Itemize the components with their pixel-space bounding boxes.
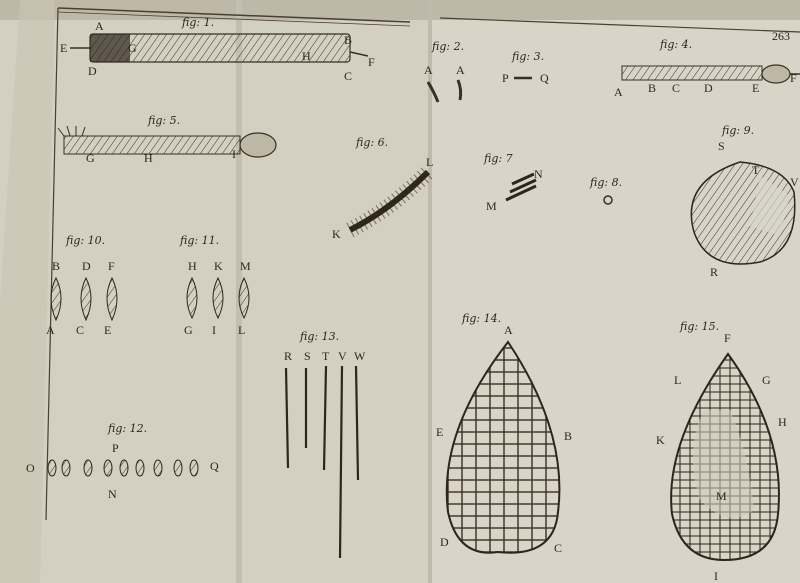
label-F: F: [108, 259, 115, 273]
label-N: N: [534, 167, 543, 181]
label-A: A: [95, 19, 104, 33]
label-Q: Q: [210, 459, 219, 473]
label-H: H: [144, 151, 153, 165]
label-F: F: [724, 331, 731, 345]
label-H: H: [302, 49, 311, 63]
label-M: M: [486, 199, 497, 213]
label-P: P: [112, 441, 119, 455]
figure-caption: fig: 6.: [356, 136, 389, 149]
figure-caption: fig: 15.: [680, 320, 720, 333]
label-D: D: [82, 259, 91, 273]
label-M: M: [716, 489, 727, 503]
label-D: D: [88, 64, 97, 78]
label-A: A: [614, 85, 623, 99]
figure-caption: fig: 14.: [462, 312, 502, 325]
label-V: V: [338, 349, 347, 363]
label-A: A: [424, 63, 433, 77]
label-M: M: [240, 259, 251, 273]
label-K: K: [332, 227, 341, 241]
label-D: D: [704, 81, 713, 95]
figure-caption: fig: 8.: [590, 176, 623, 189]
figure-caption: fig: 5.: [148, 114, 181, 127]
label-H: H: [778, 415, 787, 429]
label-L: L: [426, 155, 434, 169]
label-H: H: [188, 259, 197, 273]
figure-caption: fig: 9.: [722, 124, 755, 137]
figure-caption: fig: 7: [484, 152, 513, 165]
label-E: E: [60, 41, 68, 55]
label-F: F: [790, 71, 797, 85]
label-B: B: [52, 259, 61, 273]
label-E: E: [752, 81, 760, 95]
label-B: B: [648, 81, 657, 95]
label-V: V: [790, 175, 799, 189]
figure-caption: fig: 3.: [512, 50, 545, 63]
label-D: D: [440, 535, 449, 549]
label-S: S: [718, 139, 725, 153]
label-G: G: [184, 323, 193, 337]
label-E: E: [104, 323, 112, 337]
label-G: G: [128, 41, 137, 55]
page-number: 263: [772, 29, 790, 43]
label-B: B: [344, 33, 353, 47]
label-R: R: [710, 265, 719, 279]
figure-caption: fig: 13.: [300, 330, 340, 343]
label-W: W: [354, 349, 366, 363]
label-C: C: [554, 541, 563, 555]
label-P: P: [502, 71, 509, 85]
label-A: A: [46, 323, 55, 337]
label-I: I: [232, 147, 236, 161]
label-C: C: [344, 69, 353, 83]
label-A: A: [504, 323, 513, 337]
label-I: I: [212, 323, 216, 337]
figure-caption: fig: 2.: [432, 40, 465, 53]
label-T: T: [752, 163, 760, 177]
figure-caption: fig: 10.: [66, 234, 106, 247]
label-A: A: [456, 63, 465, 77]
figure-caption: fig: 1.: [182, 16, 215, 29]
label-I: I: [714, 569, 718, 583]
figure-caption: fig: 11.: [180, 234, 220, 247]
label-C: C: [672, 81, 681, 95]
label-G: G: [86, 151, 95, 165]
label-T: T: [322, 349, 330, 363]
label-B: B: [564, 429, 573, 443]
label-Q: Q: [540, 71, 549, 85]
label-F: F: [368, 55, 375, 69]
label-K: K: [214, 259, 223, 273]
figure-caption: fig: 12.: [108, 422, 148, 435]
label-N: N: [108, 487, 117, 501]
label-S: S: [304, 349, 311, 363]
label-L: L: [238, 323, 246, 337]
label-L: L: [674, 373, 682, 387]
label-K: K: [656, 433, 665, 447]
label-G: G: [762, 373, 771, 387]
label-R: R: [284, 349, 293, 363]
label-C: C: [76, 323, 85, 337]
label-O: O: [26, 461, 35, 475]
label-E: E: [436, 425, 444, 439]
figure-caption: fig: 4.: [660, 38, 693, 51]
